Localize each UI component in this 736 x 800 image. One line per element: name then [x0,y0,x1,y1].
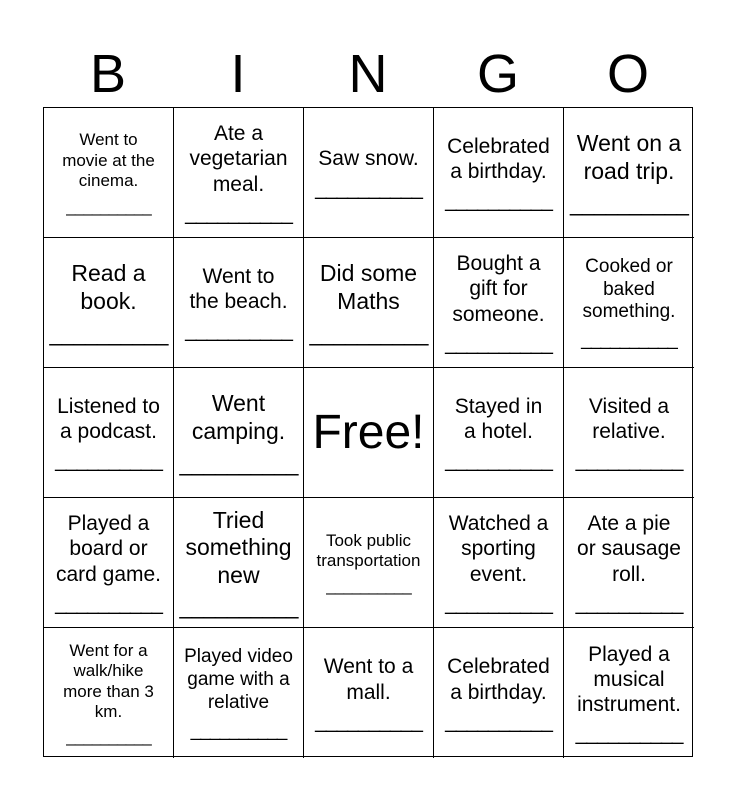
cell-line: __________ [55,449,162,473]
cell-line: __________ [315,176,422,200]
cell-text: Went to movie at the cinema. [62,130,155,191]
cell-line: __________ [575,449,683,473]
header-letter-g: G [476,44,519,104]
cell-text: Listened to a podcast. [57,394,160,443]
cell-text: Saw snow. [318,147,419,171]
cell-text: Ate a vegetarian meal. [189,122,288,196]
cell-text: Went to a mall. [323,655,414,704]
bingo-cell[interactable] [564,498,694,628]
cell-line: __________ [185,319,292,343]
cell-text: Visited a relative. [588,394,670,443]
bingo-cell[interactable] [304,238,434,368]
header-letter-o: O [606,44,649,104]
cell-text: Played video game with a relative [184,646,293,713]
cell-line: __________ [66,196,151,216]
cell-line: __________ [309,319,428,346]
free-space[interactable] [304,368,434,498]
free-space-label: Free! [312,405,425,459]
cell-line: __________ [570,189,688,216]
bingo-header [43,40,693,108]
cell-text: Played a board or card game. [55,512,162,586]
bingo-cell[interactable] [434,108,564,238]
bingo-cell[interactable] [174,498,304,628]
cell-text: Played a musical instrument. [577,642,681,717]
bingo-cell[interactable] [434,368,564,498]
cell-line: __________ [185,201,292,225]
cell-line: __________ [315,709,422,733]
cell-text: Celebrated a birthday. [447,134,550,183]
bingo-cell[interactable] [44,368,174,498]
bingo-grid [43,107,693,757]
bingo-cell[interactable] [44,108,174,238]
cell-line: __________ [326,576,411,596]
bingo-cell[interactable] [44,628,174,758]
bingo-cell[interactable] [564,238,694,368]
bingo-cell[interactable] [174,108,304,238]
bingo-cell[interactable] [174,238,304,368]
cell-line: __________ [190,719,287,741]
cell-line: __________ [445,189,552,213]
cell-line: __________ [445,709,552,733]
bingo-cell[interactable] [564,108,694,238]
cell-text: Did some Maths [319,260,418,314]
cell-text: Went to the beach. [189,264,288,313]
cell-text: Went camping. [191,390,286,444]
bingo-cell[interactable] [304,628,434,758]
cell-line: __________ [445,591,552,615]
cell-line: __________ [66,727,151,747]
cell-text: Went for a walk/hike more than 3 km. [63,640,154,721]
header-letter-b: B [89,44,127,104]
header-letter-i: I [230,44,246,104]
cell-text: Bought a gift for someone. [452,252,545,326]
cell-line: __________ [445,449,552,473]
cell-text: Went on a road trip. [576,130,682,184]
cell-text: Read a book. [71,260,146,314]
bingo-cell[interactable] [564,628,694,758]
bingo-cell[interactable] [174,368,304,498]
bingo-cell[interactable] [174,628,304,758]
cell-line: __________ [445,331,552,355]
cell-text: Ate a pie or sausage roll. [577,512,681,586]
bingo-cell[interactable] [434,498,564,628]
cell-line: __________ [49,319,168,346]
cell-line: __________ [581,329,677,351]
cell-line: __________ [575,722,683,746]
bingo-cell[interactable] [304,498,434,628]
bingo-cell[interactable] [304,108,434,238]
cell-text: Stayed in a hotel. [454,394,543,443]
cell-text: Watched a sporting event. [448,512,549,586]
bingo-cell[interactable] [564,368,694,498]
cell-line: __________ [575,591,683,615]
cell-text: Took public transportation [316,530,421,570]
cell-text: Tried something new [185,506,292,588]
bingo-cell[interactable] [44,238,174,368]
bingo-cell[interactable] [44,498,174,628]
bingo-cell[interactable] [434,238,564,368]
cell-text: Celebrated a birthday. [447,655,550,704]
cell-line: __________ [179,593,298,620]
cell-text: Cooked or baked something. [582,255,676,323]
cell-line: __________ [179,449,298,476]
header-letter-n: N [348,44,388,104]
cell-line: __________ [55,591,162,615]
bingo-cell[interactable] [434,628,564,758]
